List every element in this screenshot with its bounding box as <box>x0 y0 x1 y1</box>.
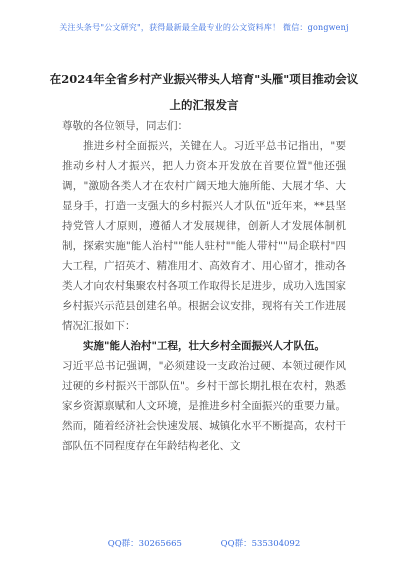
section-heading: 实施"能人治村"工程，壮大乡村全面振兴人才队伍。 <box>83 340 325 352</box>
document-title: 在2024年全省乡村产业振兴带头人培育"头雁"项目推动会议上的汇报发言 <box>49 72 359 112</box>
footer-banner <box>0 537 408 549</box>
footer-qq-group-2: QQ群：535304092 <box>220 539 301 549</box>
section-paragraph: 习近平总书记强调，"必须建设一支政治过硬、本领过硬作风过硬的乡村振兴干部队伍"。乡村干部长期扎根在农村，熟悉家乡资源禀赋和人文环境，是推进乡村全面振兴的重要力量。然而，随着经济社会快速发展、城镇化水平不断提高，农村干部队伍不同程度存在年龄结构老化、文 <box>62 360 346 452</box>
body-paragraph: 推进乡村全面振兴，关键在人。习近平总书记指出，"要推动乡村人才振兴，把人力资本开发放在首要位置"他还强调，"激励各类人才在农村广阔天地大施所能、大展才华、大显身手，打造一支强大的乡村振兴人才队伍"近年来，**县坚持党管人才原则，遵循人才发展规律，创新人才发展体制机制，探索实施"能人治村""能人驻村""能人带村""局企联村"四大工程，广招英才、精准用才、高效育才、用心留才，推动各类人才向农村集聚农村各项工作取得长足进步，成功入选国家乡村振兴示范县创建名单。根据会议安排，现将有关工作进展情况汇报如下： <box>62 140 346 332</box>
salutation: 尊敬的各位领导，同志们： <box>62 120 188 132</box>
footer-qq-group-1: QQ群：30265665 <box>107 539 182 549</box>
document-body <box>62 116 346 456</box>
header-banner: 关注头条号"公文研究"，获得最新最全最专业的公文资料库！ 微信：gongwenj <box>59 23 349 32</box>
